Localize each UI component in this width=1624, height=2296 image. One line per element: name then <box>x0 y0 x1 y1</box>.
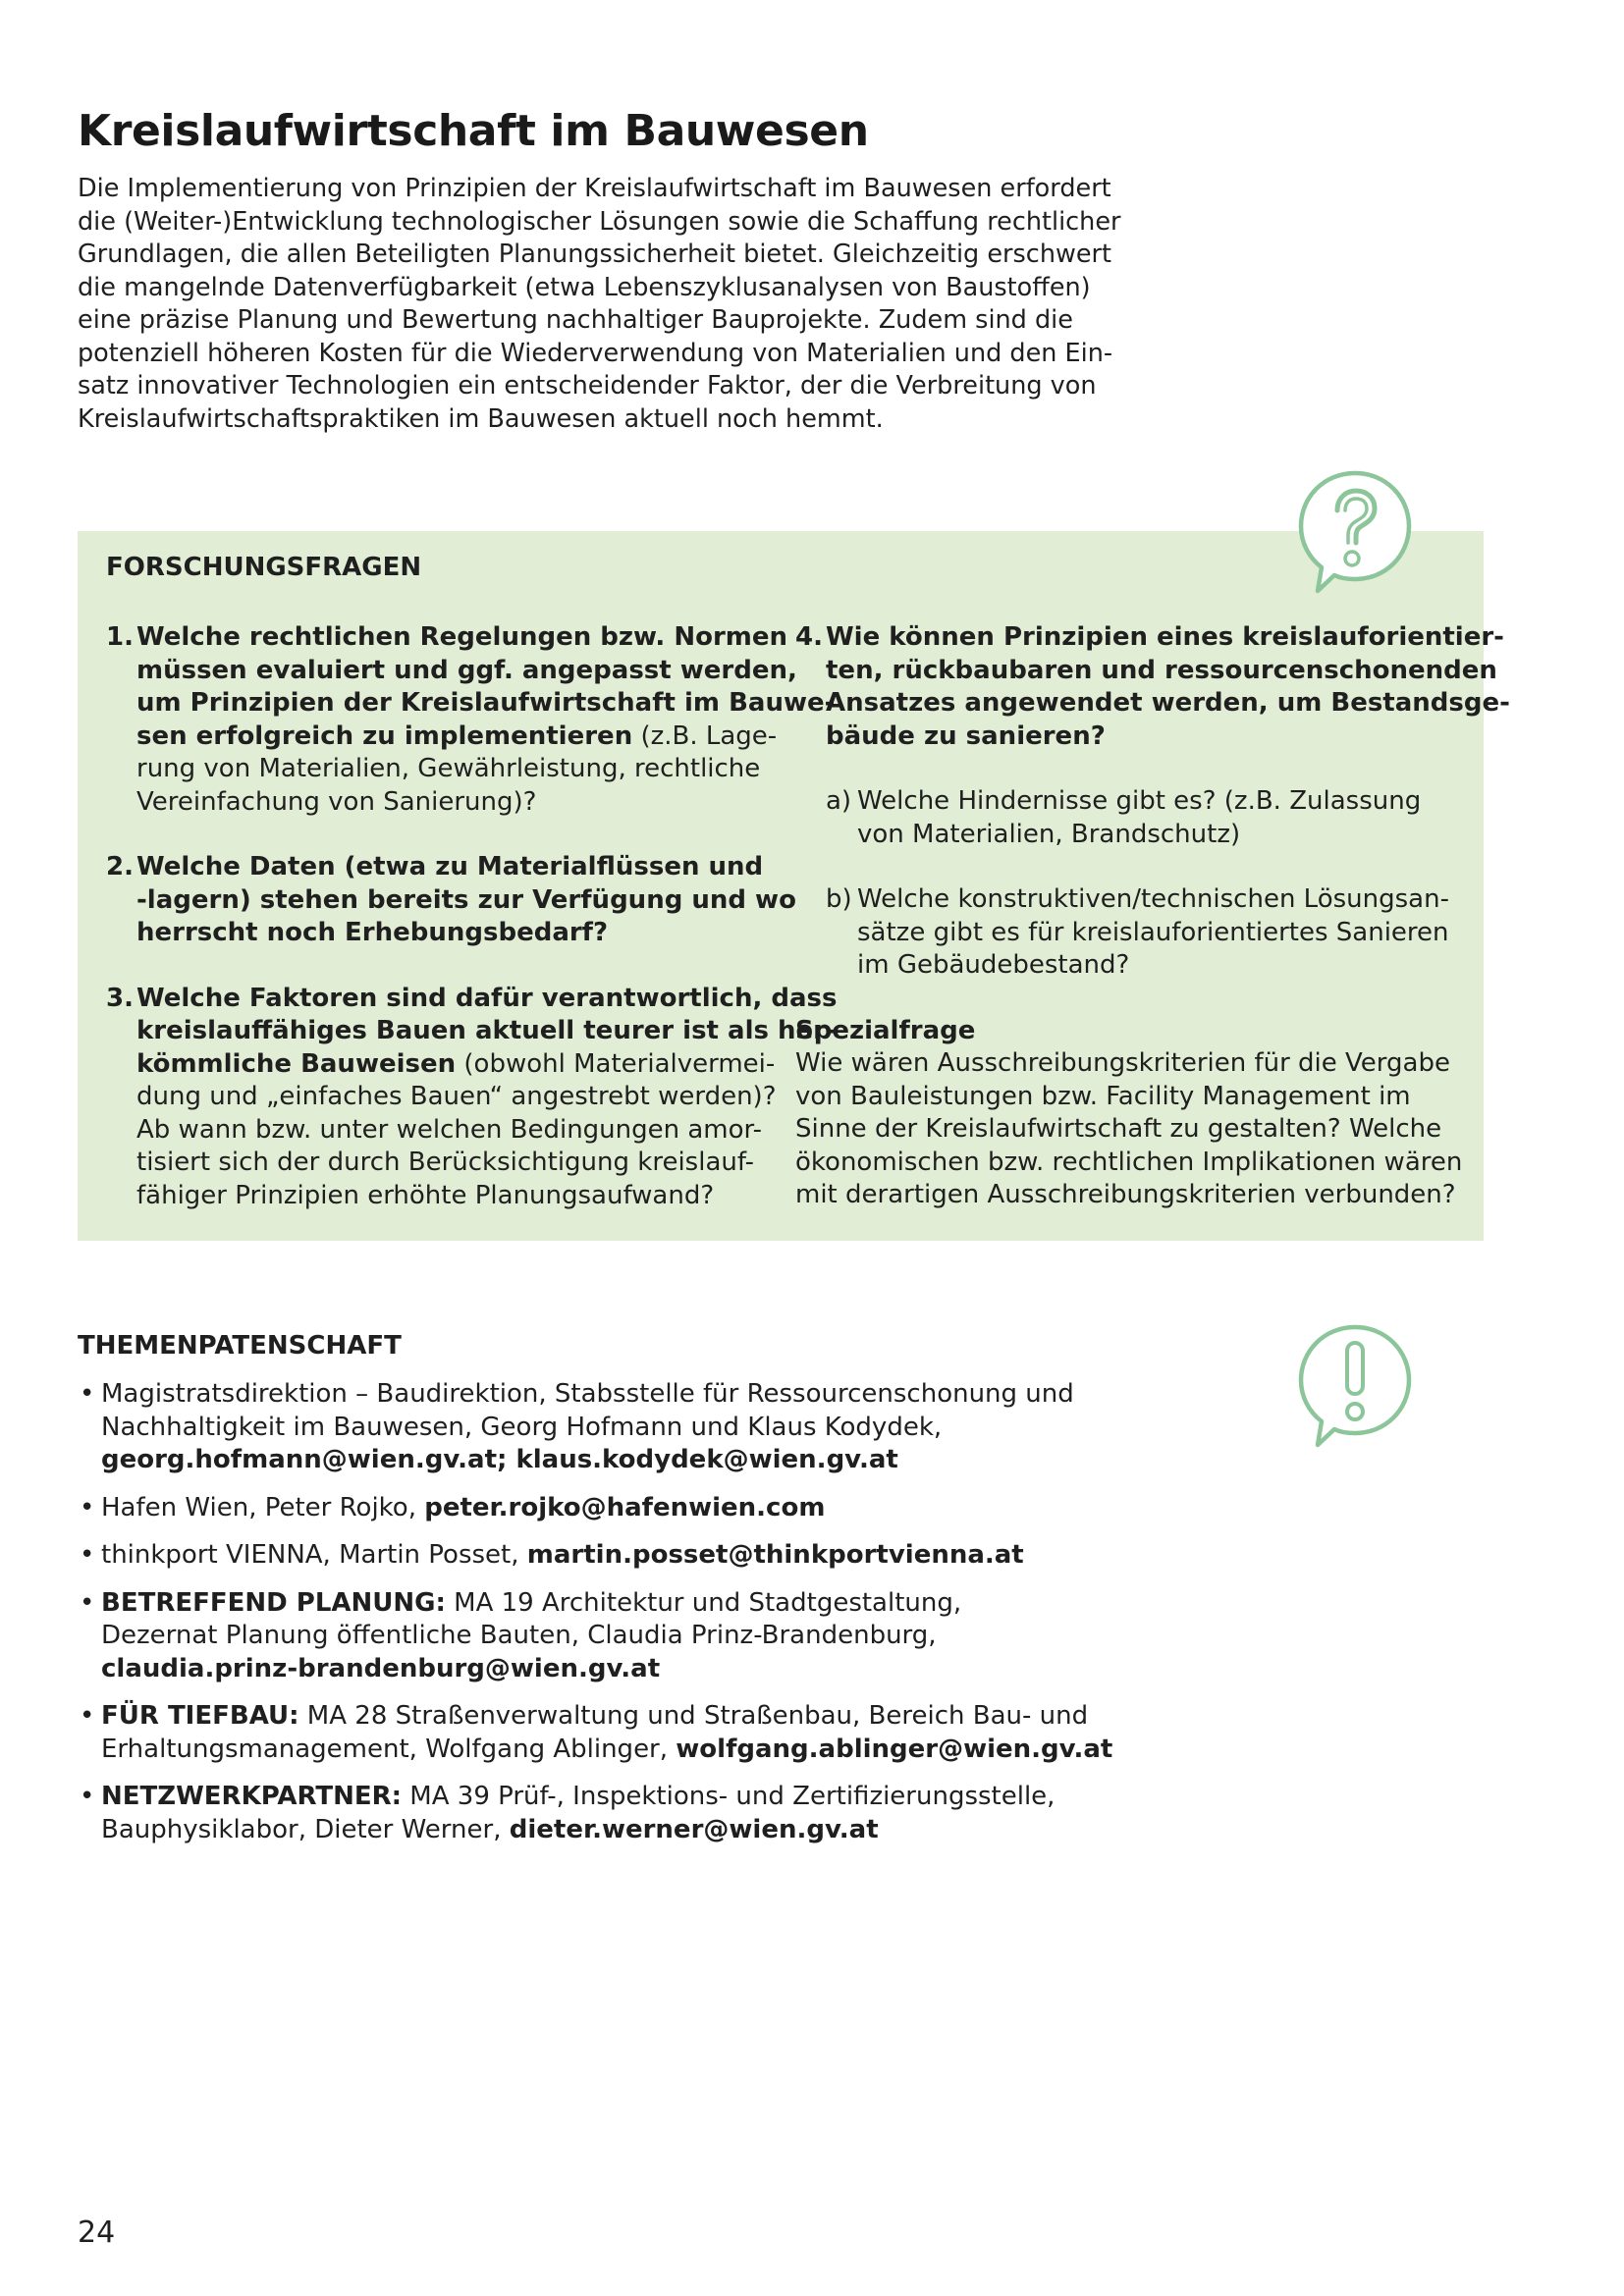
question-number: 3. <box>106 983 134 1013</box>
question-line: Welche Daten (etwa zu Materialflüssen und <box>136 852 764 881</box>
contact-item <box>78 1587 1256 1686</box>
contact-text: MA 28 Straßenverwaltung und Straßenbau, Bereich Bau- und <box>298 1701 1089 1731</box>
contact-line <box>101 1734 1256 1767</box>
contact-line <box>101 1814 1256 1847</box>
research-column-left <box>106 621 838 1245</box>
question-line: dung und „einfaches Bauen“ angestrebt werden)? <box>136 1082 777 1111</box>
intro-line: die mangelnde Datenverfügbarkeit (etwa Lebenszyklusanalysen von Baustoffen) <box>78 272 1091 302</box>
question-line: Welche rechtlichen Regelungen bzw. Normen <box>136 622 787 652</box>
intro-line: satz innovativer Technologien ein entscheidender Faktor, der die Verbreitung von <box>78 371 1097 400</box>
question-line: fähiger Prinzipien erhöhte Planungsaufwand? <box>136 1180 715 1210</box>
contact-line <box>101 1492 1256 1525</box>
special-question-line: Sinne der Kreislaufwirtschaft zu gestalten? Welche <box>795 1114 1442 1144</box>
question-line: herrscht noch Erhebungsbedarf? <box>136 918 609 947</box>
question-line: müssen evaluiert und ggf. angepasst werden, <box>136 655 797 685</box>
contact-email-link[interactable]: dieter.werner@wien.gv.at <box>509 1814 879 1844</box>
contact-line <box>101 1781 1256 1814</box>
subquestion-line: von Materialien, Brandschutz) <box>857 819 1241 849</box>
question-bold-part: kömmliche Bauweisen <box>136 1048 457 1079</box>
bullet: • <box>80 1701 95 1731</box>
research-heading: FORSCHUNGSFRAGEN <box>106 553 422 582</box>
question-line: Ansatzes angewendet werden, um Bestandsge- <box>826 688 1510 718</box>
contact-line <box>101 1539 1256 1573</box>
special-question-line: mit derartigen Ausschreibungskriterien verbunden? <box>795 1180 1456 1209</box>
intro-line: potenziell höheren Kosten für die Wiederverwendung von Materialien und den Ein- <box>78 338 1113 368</box>
question-line: kreislauffähiges Bauen aktuell teurer ist als her- <box>136 1016 837 1045</box>
question-bubble-icon <box>1291 465 1419 603</box>
contact-item <box>78 1539 1256 1573</box>
special-question-title: Spezialfrage <box>795 1015 976 1045</box>
page-title: Kreislaufwirtschaft im Bauwesen <box>78 106 869 156</box>
contact-item <box>78 1378 1256 1477</box>
contact-text: Erhaltungsmanagement, Wolfgang Ablinger, <box>101 1734 677 1764</box>
contact-label: BETREFFEND PLANUNG: <box>101 1587 446 1618</box>
question-line: -lagern) stehen bereits zur Verfügung und wo <box>136 884 796 915</box>
special-question <box>795 1015 1463 1212</box>
special-question-line: Wie wären Ausschreibungskriterien für die Vergabe <box>795 1048 1450 1078</box>
subquestion-line: Welche konstruktiven/technischen Lösungsan- <box>857 884 1449 914</box>
bullet: • <box>80 1782 95 1811</box>
bullet: • <box>80 1492 95 1522</box>
intro-line: eine präzise Planung und Bewertung nachhaltiger Bauprojekte. Zudem sind die <box>78 305 1073 335</box>
research-column-right <box>795 621 1510 1212</box>
contact-item <box>78 1492 1256 1525</box>
question-number: 1. <box>106 622 134 652</box>
question-line: um Prinzipien der Kreislaufwirtschaft im Bauwe- <box>136 688 836 718</box>
contact-line: Dezernat Planung öffentliche Bauten, Claudia Prinz-Brandenburg, <box>101 1621 937 1650</box>
bullet: • <box>80 1379 95 1409</box>
contact-label: FÜR TIEFBAU: <box>101 1701 299 1731</box>
intro-paragraph <box>78 173 1138 436</box>
contact-line: Magistratsdirektion – Baudirektion, Stabsstelle für Ressourcenschonung und <box>101 1379 1074 1409</box>
question-line-mixed <box>136 721 778 754</box>
sponsorship-heading: THEMENPATENSCHAFT <box>78 1331 402 1361</box>
contact-item <box>78 1781 1256 1846</box>
research-question-2 <box>106 851 796 950</box>
subquestion-line: im Gebäudebestand? <box>857 950 1130 980</box>
research-question-4b <box>795 883 1463 983</box>
question-line: Vereinfachung von Sanierung)? <box>136 786 537 817</box>
contact-email-link[interactable]: georg.hofmann@wien.gv.at; klaus.kodydek@wien.gv.at <box>101 1445 898 1474</box>
question-line: Welche Faktoren sind dafür verantwortlich, dass <box>136 983 838 1013</box>
question-normal-part: (obwohl Materialvermei- <box>456 1048 776 1079</box>
intro-line: Grundlagen, die allen Beteiligten Planungssicherheit bietet. Gleichzeitig erschwert <box>78 240 1112 269</box>
page-number: 24 <box>78 2216 116 2250</box>
question-number: 2. <box>106 852 134 881</box>
question-line: Ab wann bzw. unter welchen Bedingungen amor- <box>136 1114 762 1145</box>
research-question-4 <box>795 621 1510 753</box>
contact-text: Bauphysiklabor, Dieter Werner, <box>101 1814 510 1844</box>
research-questions-box <box>78 531 1510 1241</box>
contact-item <box>78 1700 1256 1766</box>
contact-list <box>78 1378 1256 1861</box>
bullet: • <box>80 1540 95 1570</box>
special-question-line: von Bauleistungen bzw. Facility Management im <box>795 1081 1411 1111</box>
question-bold-part: sen erfolgreich zu implementieren <box>136 721 633 751</box>
intro-line: Die Implementierung von Prinzipien der Kreislaufwirtschaft im Bauwesen erfordert <box>78 174 1111 203</box>
bullet: • <box>80 1587 95 1618</box>
intro-line: Kreislaufwirtschaftspraktiken im Bauwesen aktuell noch hemmt. <box>78 403 884 434</box>
question-line: tisiert sich der durch Berücksichtigung kreislauf- <box>136 1148 754 1177</box>
contact-line: Nachhaltigkeit im Bauwesen, Georg Hofmann und Klaus Kodydek, <box>101 1412 943 1442</box>
subquestion-letter: b) <box>826 884 852 914</box>
subquestion-letter: a) <box>826 786 852 816</box>
contact-text: thinkport VIENNA, Martin Posset, <box>101 1540 527 1570</box>
subquestion-line: Welche Hindernisse gibt es? (z.B. Zulassung <box>857 786 1422 816</box>
research-question-3 <box>106 983 838 1213</box>
exclamation-bubble-icon <box>1291 1319 1419 1457</box>
contact-text: MA 19 Architektur und Stadtgestaltung, <box>445 1587 962 1618</box>
question-line-mixed <box>136 1048 774 1082</box>
question-line: rung von Materialien, Gewährleistung, rechtliche <box>136 754 761 783</box>
contact-text: Hafen Wien, Peter Rojko, <box>101 1492 425 1522</box>
question-number: 4. <box>795 622 823 652</box>
research-question-1 <box>106 621 836 819</box>
special-question-line: ökonomischen bzw. rechtlichen Implikationen wären <box>795 1147 1463 1177</box>
question-normal-part: (z.B. Lage- <box>632 721 778 751</box>
intro-line: die (Weiter-)Entwicklung technologischer Lösungen sowie die Schaffung rechtlicher <box>78 206 1121 237</box>
contact-line <box>101 1700 1256 1734</box>
question-line: Wie können Prinzipien eines kreislauforientier- <box>826 622 1504 652</box>
research-question-4a <box>795 785 1463 851</box>
question-line: ten, rückbaubaren und ressourcenschonenden <box>826 655 1497 685</box>
contact-email-link[interactable]: peter.rojko@hafenwien.com <box>424 1492 826 1522</box>
contact-email-link[interactable]: martin.posset@thinkportvienna.at <box>526 1540 1024 1570</box>
contact-email-link[interactable]: wolfgang.ablinger@wien.gv.at <box>676 1734 1113 1764</box>
question-line: bäude zu sanieren? <box>826 721 1106 751</box>
contact-email-link[interactable]: claudia.prinz-brandenburg@wien.gv.at <box>101 1653 661 1683</box>
contact-label: NETZWERKPARTNER: <box>101 1782 403 1811</box>
subquestion-line: sätze gibt es für kreislauforientiertes Sanieren <box>857 917 1449 947</box>
contact-text: MA 39 Prüf-, Inspektions- und Zertifizierungsstelle, <box>402 1782 1056 1811</box>
contact-line <box>101 1587 1256 1621</box>
